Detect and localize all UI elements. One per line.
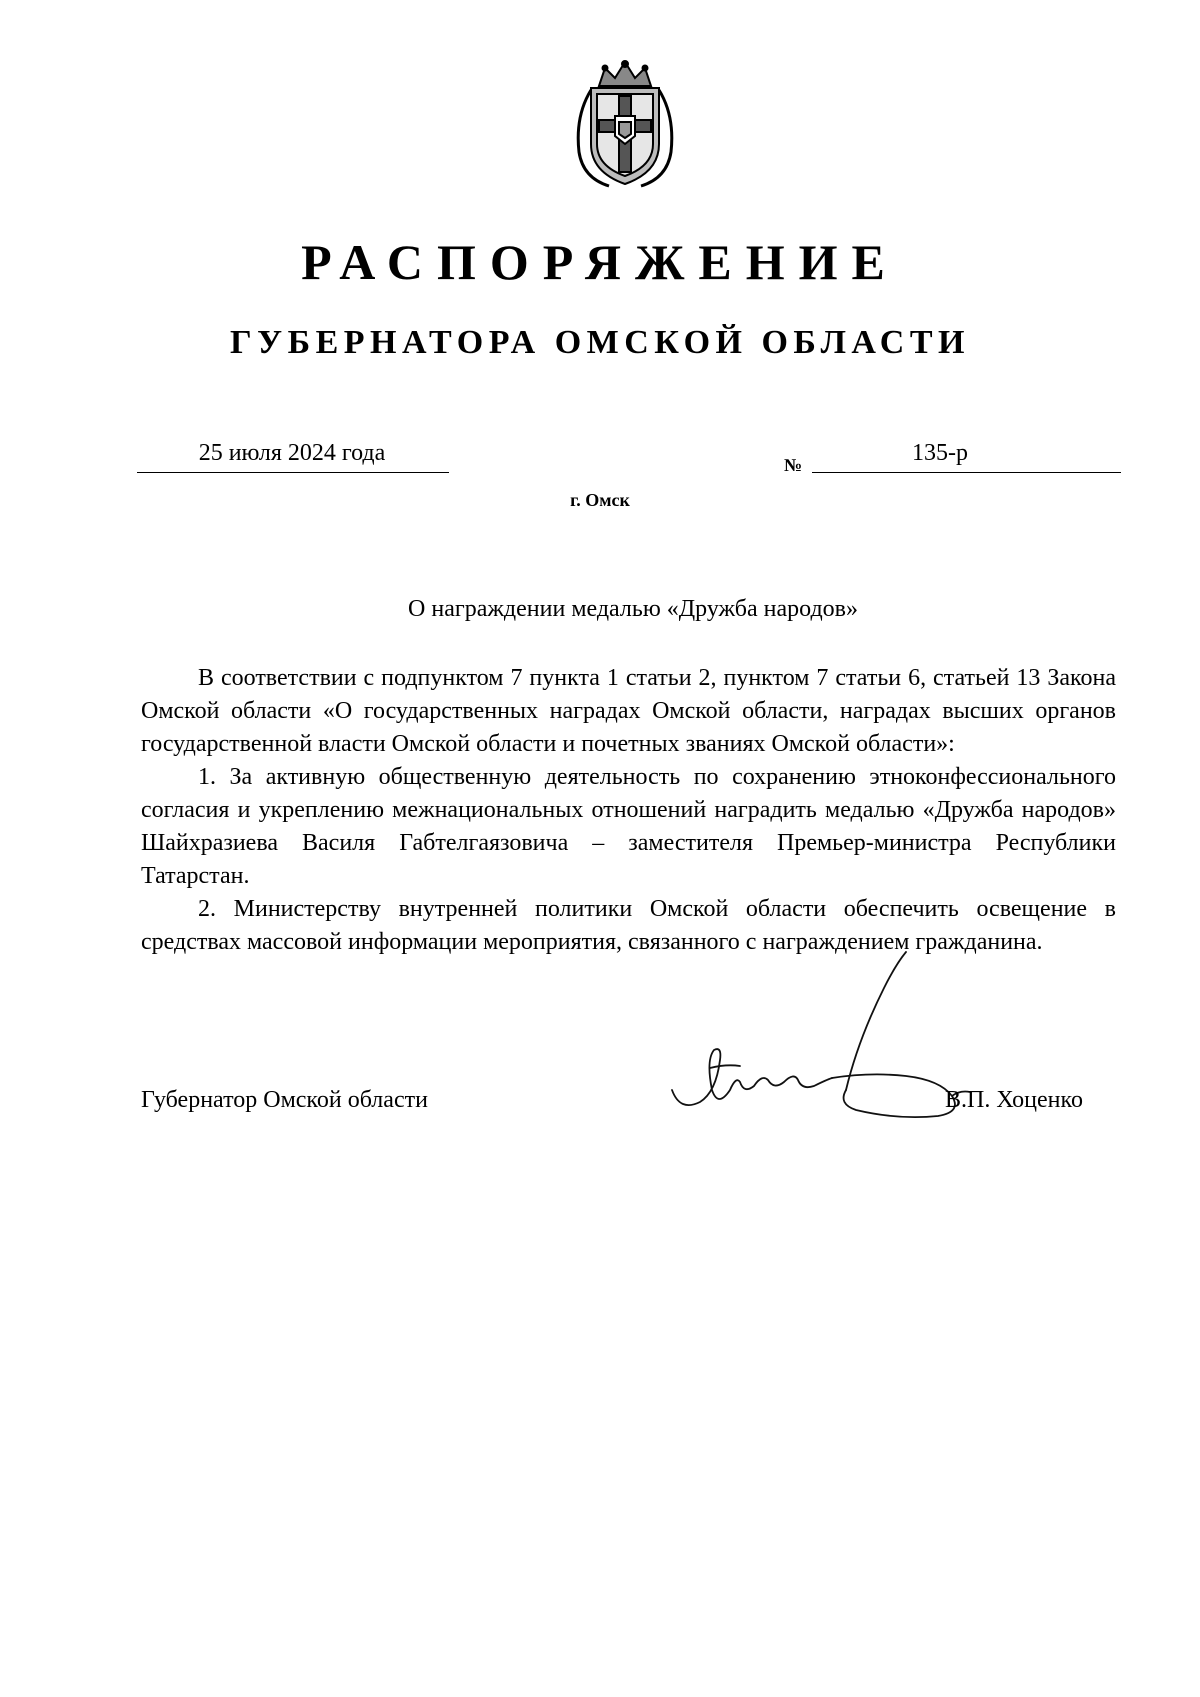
body-paragraph-item-2: 2. Министерству внутренней политики Омской области обеспечить освещение в средствах массовой информации мероприятия, связанного с награждением гражданина. xyxy=(141,896,1116,955)
date-underline xyxy=(137,472,449,473)
document-title: РАСПОРЯЖЕНИЕ xyxy=(301,234,899,290)
document-body xyxy=(141,662,1116,959)
document-heading: О награждении медалью «Дружба народов» xyxy=(408,596,858,622)
body-paragraph-item-1: 1. За активную общественную деятельность по сохранению этноконфессионального согласия и укреплению межнациональных отношений наградить медалью «Дружба народов» Шайхразиева Василя Габтелгаязовича – заместителя Премьер-министра Республики Татарстан. xyxy=(141,764,1116,889)
document-number: 135-р xyxy=(912,440,968,466)
body-paragraph-preamble: В соответствии с подпунктом 7 пункта 1 статьи 2, пунктом 7 статьи 6, статьей 13 Закона Омской области «О государственных наградах Омской области, наградах высших органов государственной власти Омской области и почетных званиях Омской области»: xyxy=(141,665,1116,757)
handwritten-signature-icon xyxy=(670,940,990,1150)
signatory-name: В.П. Хоценко xyxy=(945,1087,1083,1113)
document-subtitle: ГУБЕРНАТОРА ОМСКОЙ ОБЛАСТИ xyxy=(230,324,970,361)
document-city: г. Омск xyxy=(570,490,630,510)
coat-of-arms-icon xyxy=(569,56,681,190)
document-date: 25 июля 2024 года xyxy=(198,440,386,466)
number-sign: № xyxy=(784,455,803,475)
signatory-position: Губернатор Омской области xyxy=(141,1087,428,1113)
number-underline xyxy=(812,472,1121,473)
